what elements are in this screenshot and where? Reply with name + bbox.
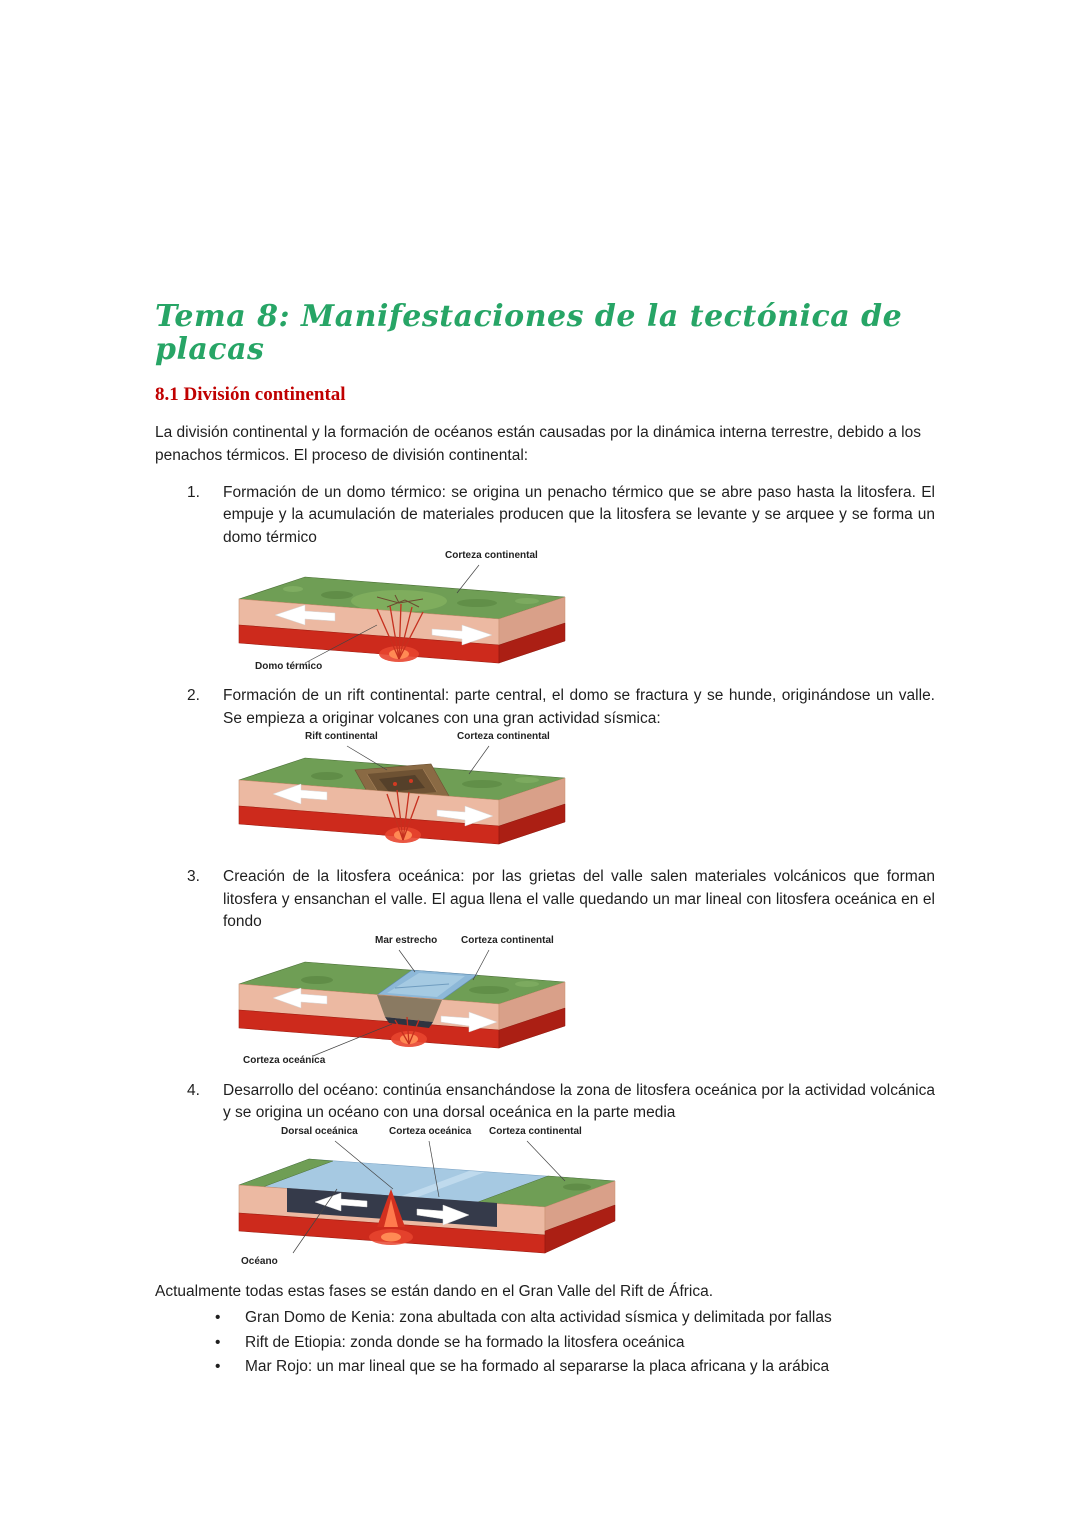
fig2-label-rift-continental: Rift continental	[305, 731, 378, 743]
figure-domo-termico	[227, 550, 567, 675]
bullet-text: Rift de Etiopia: zonda donde se ha formado la litosfera oceánica	[245, 1333, 685, 1351]
figure-oceano	[227, 1125, 617, 1269]
fig3-label-corteza-oceanica: Corteza oceánica	[243, 1054, 326, 1066]
fig3-label-mar-estrecho: Mar estrecho	[375, 934, 438, 946]
fig4-label-corteza-continental: Corteza continental	[489, 1125, 582, 1137]
bullet-item-3	[215, 1356, 935, 1378]
fig4-label-dorsal-oceanica: Dorsal oceánica	[281, 1125, 358, 1137]
step-number: 2.	[187, 687, 200, 705]
document-content	[155, 300, 935, 1380]
bullet-text: Mar Rojo: un mar lineal que se ha formado al separarse la placa africana y la arábica	[245, 1357, 830, 1375]
step-number: 1.	[187, 483, 200, 501]
fig3-diagram	[227, 934, 567, 1070]
step-number: 3.	[187, 868, 200, 886]
outro-paragraph: Actualmente todas estas fases se están dando en el Gran Valle del Rift de África.	[155, 1282, 714, 1300]
step-text: Creación de la litosfera oceánica: por las grietas del valle salen materiales volcánicos que forman litosfera y ensanchan el valle. El agua llena el valle quedando un mar lineal con litosfera oceánica en el fondo	[223, 868, 935, 931]
step-item-1	[187, 482, 935, 549]
step-item-2	[187, 685, 935, 730]
fig1-label-domo-termico: Domo térmico	[255, 661, 323, 673]
step-number: 4.	[187, 1081, 200, 1099]
page-title: Tema 8: Manifestaciones de la tectónica de placas	[155, 299, 903, 367]
bullet-text: Gran Domo de Kenia: zona abultada con alta actividad sísmica y delimitada por fallas	[245, 1309, 832, 1327]
figure-rift-continental	[227, 731, 567, 856]
figure-mar-estrecho	[227, 934, 567, 1070]
fig3-label-corteza-continental: Corteza continental	[461, 934, 554, 946]
fig1-label-corteza-continental: Corteza continental	[445, 550, 538, 562]
bullet-item-1	[215, 1307, 935, 1329]
fig1-diagram	[227, 550, 567, 675]
fig2-label-corteza-continental: Corteza continental	[457, 731, 550, 743]
fig2-diagram	[227, 731, 567, 856]
step-text: Formación de un rift continental: parte central, el domo se fractura y se hunde, originándose un valle. Se empieza a originar volcanes con una gran actividad sísmica:	[223, 687, 935, 727]
step-item-4	[187, 1080, 935, 1125]
bullet-marker: •	[215, 1333, 221, 1351]
section-heading: 8.1 División continental	[155, 384, 346, 405]
fig4-label-oceano: Océano	[241, 1255, 278, 1267]
step-text: Desarrollo del océano: continúa ensanchándose la zona de litosfera oceánica por la actividad volcánica y se origina un océano con una dorsal oceánica en la parte media	[223, 1081, 935, 1122]
fig4-label-corteza-oceanica: Corteza oceánica	[389, 1125, 472, 1137]
intro-paragraph: La división continental y la formación de océanos están causadas por la dinámica interna terrestre, debido a los penachos térmicos. El proceso de división continental:	[155, 424, 921, 464]
fig4-diagram	[227, 1125, 617, 1269]
step-text: Formación de un domo térmico: se origina un penacho térmico que se abre paso hasta la litosfera. El empuje y la acumulación de materiales producen que la litosfera se levante y se arquee y se forma un domo térmico	[223, 483, 935, 546]
bullet-marker: •	[215, 1357, 221, 1375]
bullet-item-2	[215, 1332, 935, 1354]
step-item-3	[187, 866, 935, 933]
bullet-marker: •	[215, 1309, 221, 1327]
